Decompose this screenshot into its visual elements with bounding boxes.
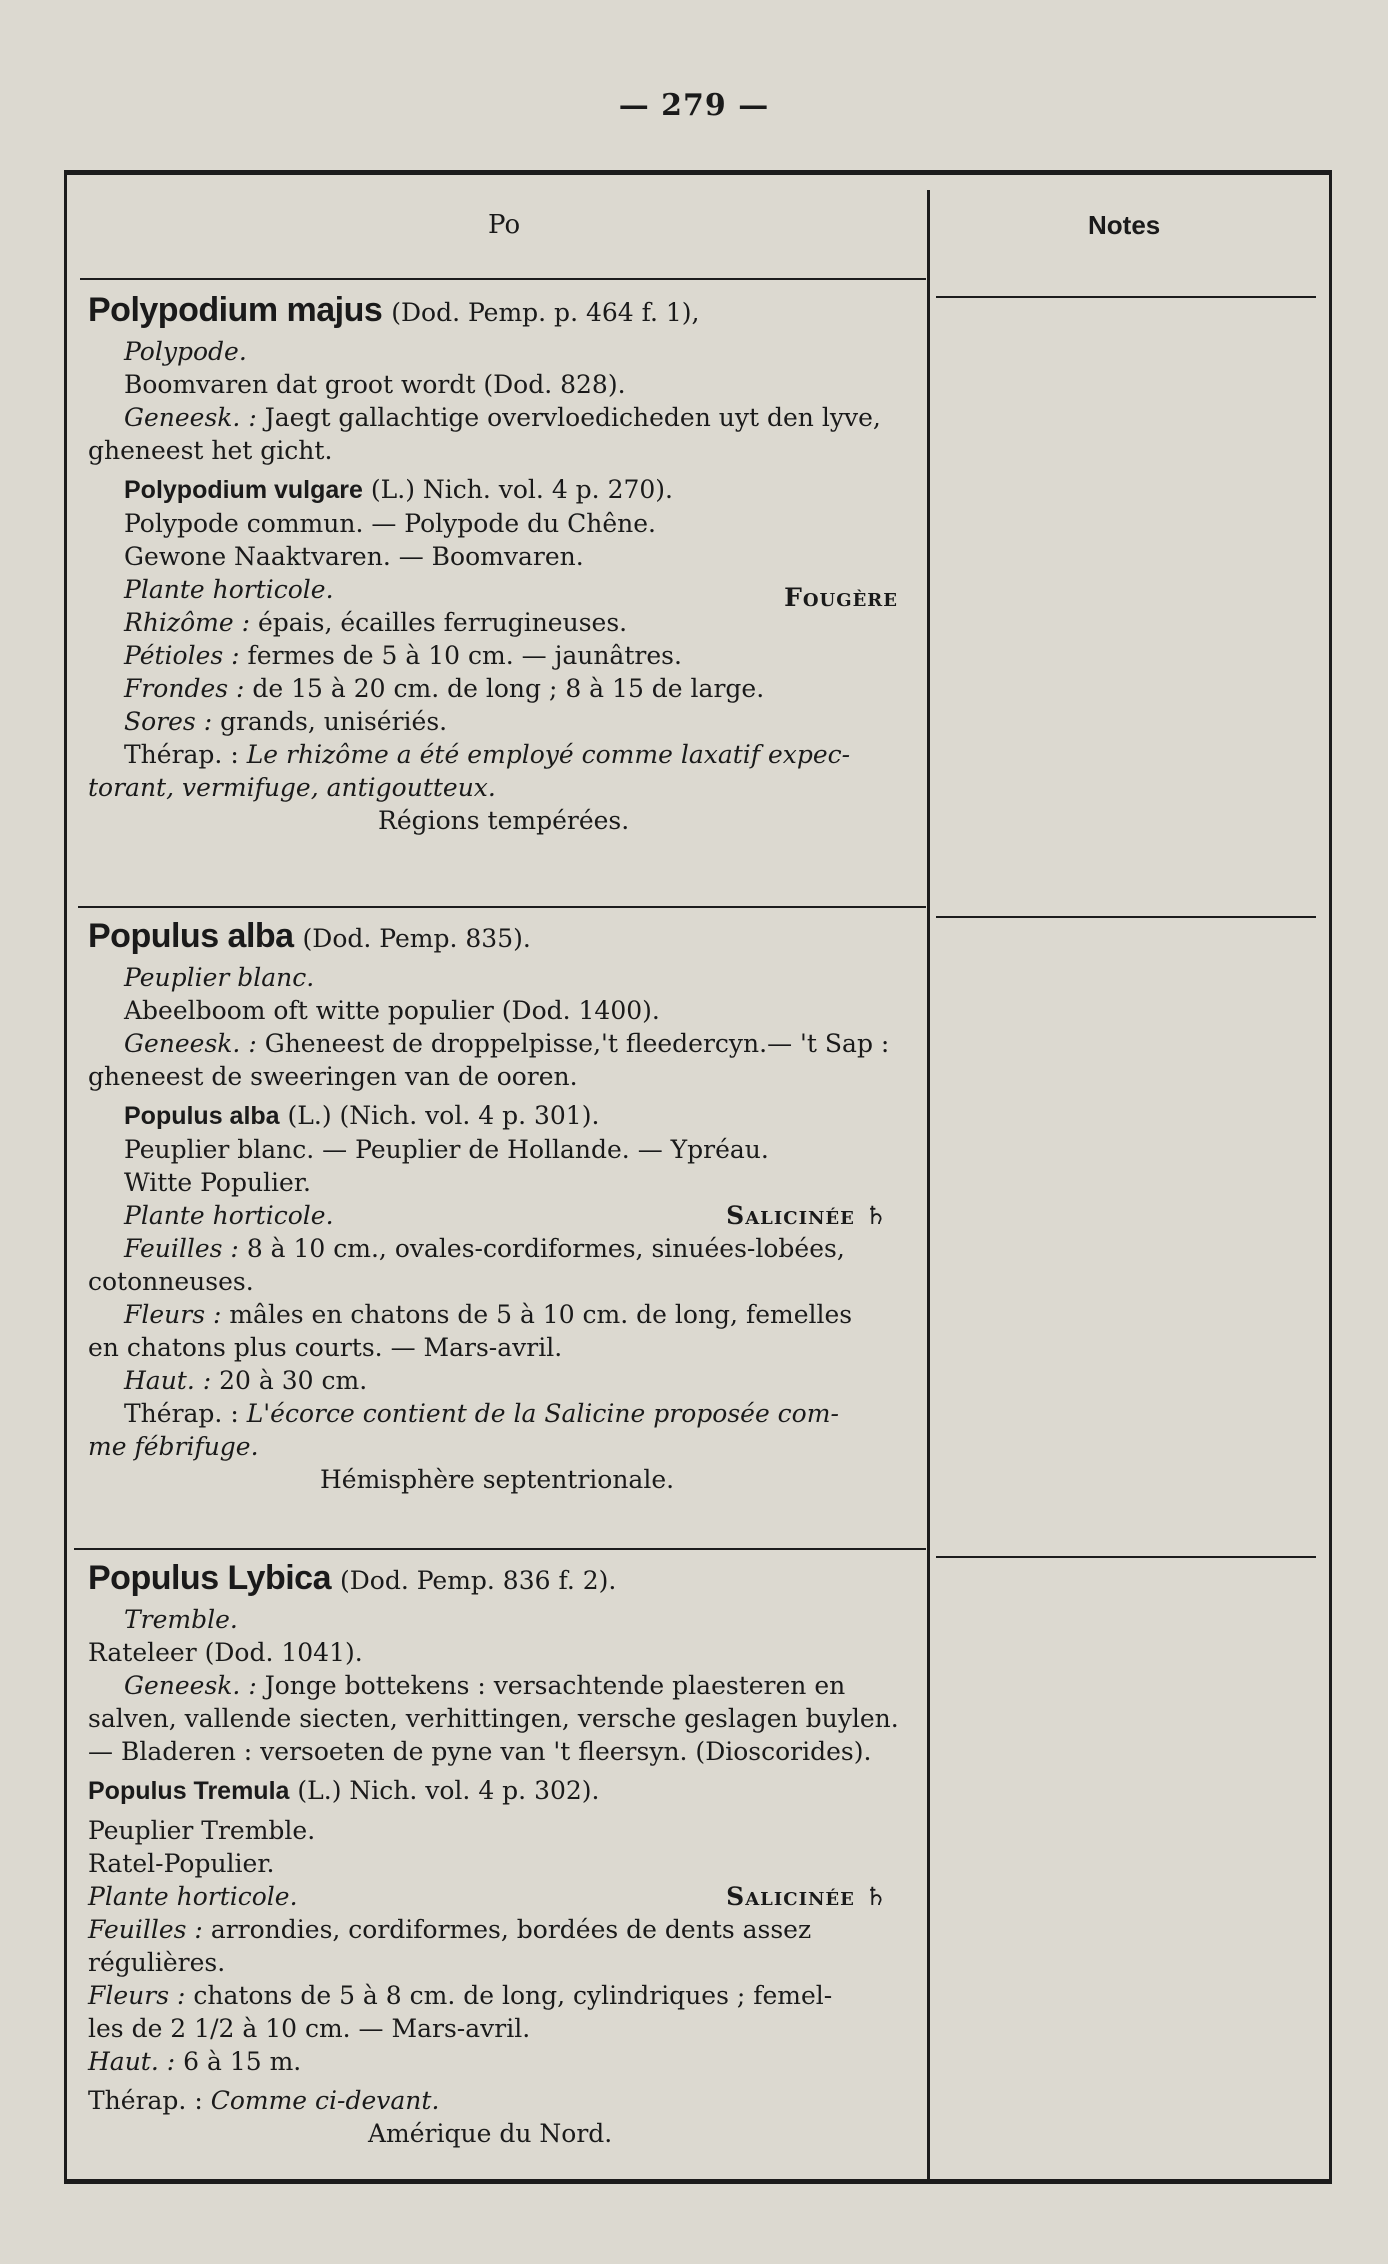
- description-cont: régulières.: [88, 1948, 226, 1977]
- family-label: Salicinée ♄: [726, 1201, 888, 1230]
- description-line: Fleurs : mâles en chatons de 5 à 10 cm. de long, femelles: [124, 1300, 853, 1329]
- description-line: Fleurs : chatons de 5 à 8 cm. de long, cylindriques ; femel-: [88, 1981, 833, 2010]
- therap-line: Thérap. : L'écorce contient de la Salicine proposée com-: [124, 1399, 839, 1428]
- entry-divider-2-notes: [936, 1556, 1316, 1558]
- description-line: Feuilles : 8 à 10 cm., ovales-cordiformes, sinuées-lobées,: [124, 1234, 845, 1263]
- flemish-name: Abeelboom oft witte populier (Dod. 1400).: [124, 996, 660, 1025]
- entry-title: Populus Lybica (Dod. Pemp. 836 f. 2).: [88, 1559, 617, 1597]
- plant-type-line: Plante horticole. Salicinée ♄: [88, 1882, 888, 1911]
- description-cont: en chatons plus courts. — Mars-avril.: [88, 1333, 563, 1362]
- entry-populus-lybica: [88, 1556, 918, 2150]
- column-divider: [927, 190, 930, 2182]
- names-line: Witte Populier.: [124, 1168, 311, 1197]
- entry-populus-alba: [88, 914, 918, 1496]
- binomial-line: Populus Tremula (L.) Nich. vol. 4 p. 302).: [88, 1776, 600, 1805]
- geneesk-line: Geneesk. : Jonge bottekens : versachtende plaesteren en: [124, 1671, 846, 1700]
- binomial-line: Populus alba (L.) (Nich. vol. 4 p. 301).: [124, 1101, 600, 1130]
- geneesk-line: Geneesk. : Gheneest de droppelpisse,'t fleedercyn.— 't Sap :: [124, 1029, 890, 1058]
- entry-divider-1: [78, 906, 926, 908]
- entry-divider-1-notes: [936, 916, 1316, 918]
- plant-type-line: Plante horticole. Fougère: [124, 575, 898, 612]
- description-line: Feuilles : arrondies, cordiformes, bordées de dents assez: [88, 1915, 812, 1944]
- region-line: Hémisphère septentrionale.: [320, 1465, 675, 1494]
- names-line: Peuplier blanc. — Peuplier de Hollande. — Ypréau.: [124, 1135, 769, 1164]
- names-line: Polypode commun. — Polypode du Chêne.: [124, 509, 656, 538]
- names-line: Peuplier Tremble.: [88, 1816, 316, 1845]
- geneesk-cont: — Bladeren : versoeten de pyne van 't fleersyn. (Dioscorides).: [88, 1737, 872, 1766]
- region-line: Amérique du Nord.: [368, 2119, 613, 2148]
- geneesk-cont: salven, vallende siecten, verhittingen, versche geslagen buylen.: [88, 1704, 899, 1733]
- geneesk-cont: gheneest het gicht.: [88, 436, 333, 465]
- family-label: Fougère: [784, 583, 898, 612]
- header-rule: [80, 278, 926, 280]
- flemish-name: Rateleer (Dod. 1041).: [88, 1638, 363, 1667]
- page-number: — 279 —: [618, 88, 770, 123]
- binomial-line: Polypodium vulgare (L.) Nich. vol. 4 p. 270).: [124, 475, 673, 504]
- geneesk-line: Geneesk. : Jaegt gallachtige overvloedicheden uyt den lyve,: [124, 403, 881, 432]
- entry-divider-2: [74, 1548, 926, 1550]
- description-line: Frondes : de 15 à 20 cm. de long ; 8 à 15 de large.: [124, 674, 765, 703]
- region-line: Régions tempérées.: [378, 806, 630, 835]
- therap-cont: me fébrifuge.: [88, 1432, 259, 1461]
- entry-title: Populus alba (Dod. Pemp. 835).: [88, 917, 531, 955]
- plant-type-line: Plante horticole. Salicinée ♄: [124, 1201, 888, 1230]
- common-name: Polypode.: [124, 337, 247, 366]
- description-line: Rhizôme : épais, écailles ferrugineuses.: [124, 608, 628, 637]
- description-cont: les de 2 1/2 à 10 cm. — Mars-avril.: [88, 2014, 531, 2043]
- description-line: Haut. : 6 à 15 m.: [88, 2047, 302, 2076]
- description-cont: cotonneuses.: [88, 1267, 254, 1296]
- description-line: Sores : grands, unisériés.: [124, 707, 448, 736]
- header-rule-notes: [936, 296, 1316, 298]
- description-line: Pétioles : fermes de 5 à 10 cm. — jaunâtres.: [124, 641, 682, 670]
- entry-polypodium: [88, 288, 918, 837]
- family-label: Salicinée ♄: [726, 1882, 888, 1911]
- therap-cont: torant, vermifuge, antigoutteux.: [88, 773, 496, 802]
- column-header-notes: Notes: [1088, 210, 1161, 240]
- geneesk-cont: gheneest de sweeringen van de ooren.: [88, 1062, 578, 1091]
- column-header-po: Po: [488, 210, 521, 240]
- therap-line: Thérap. : Comme ci-devant.: [88, 2086, 440, 2115]
- names-line: Gewone Naaktvaren. — Boomvaren.: [124, 542, 584, 571]
- names-line: Ratel-Populier.: [88, 1849, 275, 1878]
- entry-title: Polypodium majus (Dod. Pemp. p. 464 f. 1),: [88, 291, 700, 329]
- flemish-name: Boomvaren dat groot wordt (Dod. 828).: [124, 370, 626, 399]
- common-name: Peuplier blanc.: [124, 963, 315, 992]
- common-name: Tremble.: [124, 1605, 238, 1634]
- therap-line: Thérap. : Le rhizôme a été employé comme laxatif expec-: [124, 740, 851, 769]
- description-line: Haut. : 20 à 30 cm.: [124, 1366, 368, 1395]
